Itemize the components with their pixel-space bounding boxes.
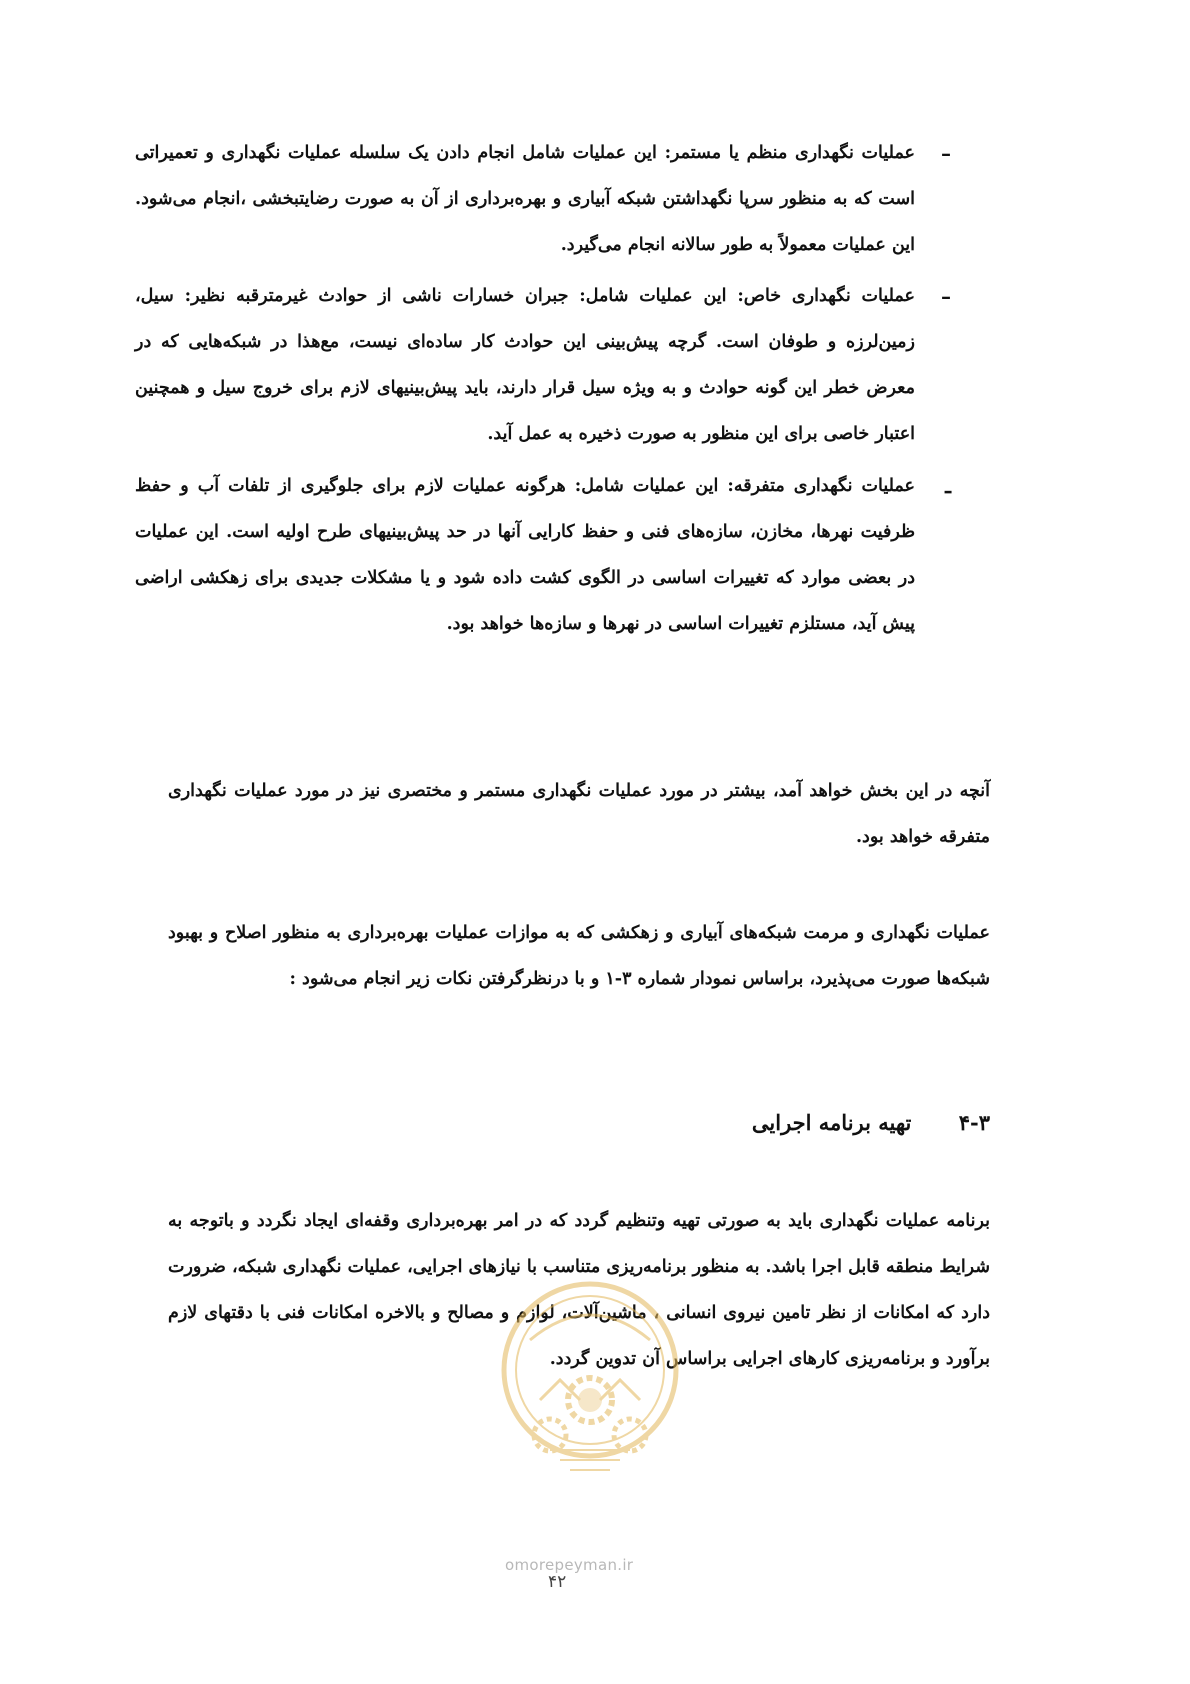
section-number: ۴-۳ [958, 1110, 990, 1135]
watermark-url: omorepeyman.ir [505, 1556, 634, 1574]
bullet-dash: – [941, 141, 951, 165]
bullet-dash: ـ [945, 474, 951, 498]
section-title: تهیه برنامه اجرایی [751, 1110, 912, 1135]
watermark-logo [490, 1250, 690, 1550]
bullet-dash: – [941, 284, 951, 308]
bullet-text: عملیات نگهداری منظم یا مستمر: این عملیات شامل انجام دادن یک سلسله عملیات نگهداری و تعمیراتی است که به منظور سرپا نگهداشتن شبکه آبیاری و بهره‌برداری از آن به صورت رضایتبخشی ،انجام می‌شود. این عملیات معمولاً به طور سالانه انجام می‌گیرد. [135, 143, 915, 255]
paragraph: عملیات نگهداری و مرمت شبکه‌های آبیاری و زهکشی که به موازات عملیات بهره‌برداری به منظور اصلاح و بهبود شبکه‌ها صورت می‌پذیرد، براساس نمودار شماره ۳-۱ و با درنظرگرفتن نکات زیر انجام می‌شود : [168, 923, 990, 989]
bullet-item [135, 273, 951, 457]
bullet-text: عملیات نگهداری خاص: این عملیات شامل: جبران خسارات ناشی از حوادث غیرمترقبه نظیر: سیل، زمین‌لرزه و طوفان است. گرچه پیش‌بینی این حوادث کار ساده‌ای نیست، مع‌هذا در شبکه‌هایی که در معرض خطر این گونه حوادث و به ویژه سیل قرار دارند، باید پیش‌بینیهای لازم برای خروج سیل و همچنین اعتبار خاصی برای این منظور به صورت ذخیره به عمل آید. [135, 286, 915, 444]
paragraph: آنچه در این بخش خواهد آمد، بیشتر در مورد عملیات نگهداری مستمر و مختصری نیز در مورد عملیات نگهداری متفرقه خواهد بود. [168, 781, 990, 847]
page-number: ۴۲ [548, 1572, 567, 1592]
bullet-item [135, 463, 951, 647]
bullet-text: عملیات نگهداری متفرقه: این عملیات شامل: هرگونه عملیات لازم برای جلوگیری از تلفات آب و حفظ ظرفیت نهرها، مخازن، سازه‌های فنی و حفظ کارایی آنها در حد پیش‌بینیهای طرح اولیه است. این عملیات در بعضی موارد که تغییرات اساسی در الگوی کشت داده شود و یا مشکلات جدیدی برای زهکشی اراضی پیش آید، مستلزم تغییرات اساسی در نهرها و سازه‌ها خواهد بود. [135, 476, 915, 634]
bullet-item [135, 130, 951, 268]
paragraph: برنامه عملیات نگهداری باید به صورتی تهیه وتنظیم گردد که در امر بهره‌برداری وقفه‌ای ایجاد نگردد و باتوجه به شرایط منطقه قابل اجرا باشد. به منظور برنامه‌ریزی متناسب با نیازهای اجرایی، عملیات نگهداری شبکه، ضرورت دارد که امکانات از نظر تامین نیروی انسانی ، ماشین‌آلات، لوازم و مصالح و بالاخره امکانات فنی با دقتهای لازم برآورد و برنامه‌ریزی کارهای اجرایی براساس آن تدوین گردد. [168, 1211, 990, 1369]
section-heading [752, 1110, 990, 1135]
